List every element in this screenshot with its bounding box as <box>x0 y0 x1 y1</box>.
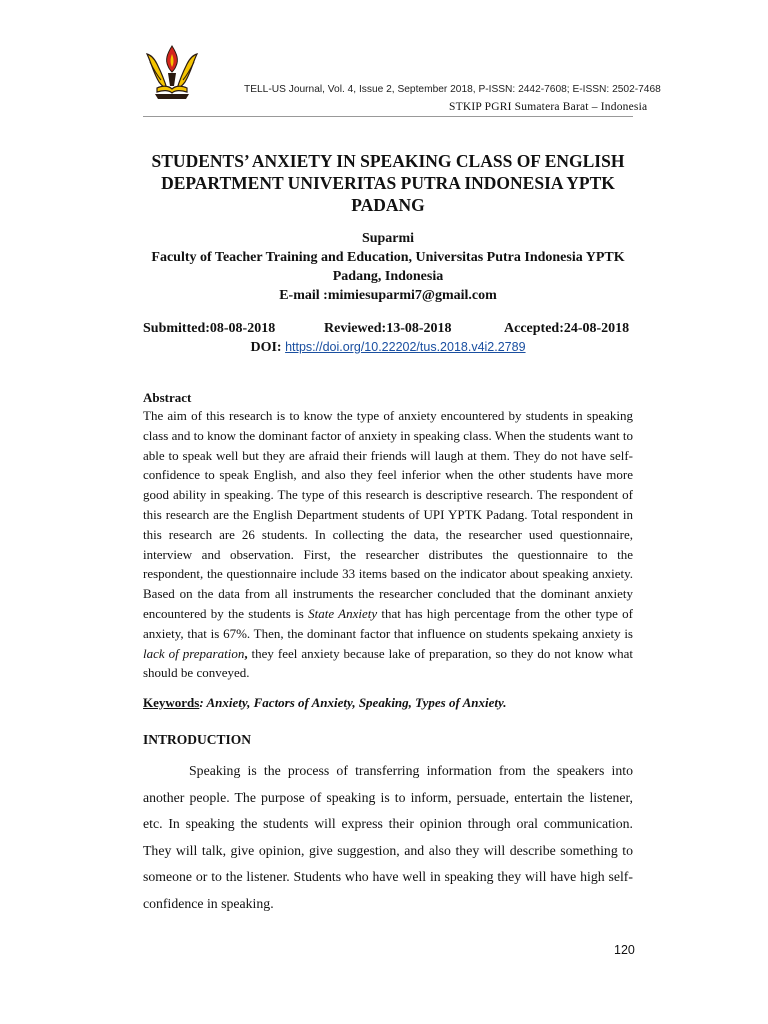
keywords-list: : Anxiety, Factors of Anxiety, Speaking, Types of Anxiety. <box>199 695 507 710</box>
abstract-part: The aim of this research is to know the type of anxiety encountered by students in speaking class and to know the dominant factor of anxiety in speaking class. When the students want to able to speak well but they are afraid their friends will laugh at them. They do not have self-confidence to speak English, and also they feel inferior when the other students have more good ability in speaking. The type of this research is descriptive research. The respondent of this research are the English Department students of UPI YPTK Padang. Total respondent in this research are 26 students. In collecting the data, the researcher used questionnaire, interview and observation. First, the researcher distributes the questionnaire to the respondent, the questionnaire include 33 items based on the indicator about speaking anxiety. Based on the data from all instruments the researcher concluded that the dominant anxiety encountered by the students is <box>143 408 633 621</box>
doi-label: DOI: <box>250 340 282 355</box>
title-line: PADANG <box>351 195 425 215</box>
doi-line <box>143 338 633 357</box>
institution-line: STKIP PGRI Sumatera Barat – Indonesia <box>449 101 648 113</box>
keywords-line <box>143 694 633 712</box>
abstract-italic-term: State Anxiety <box>308 605 378 621</box>
journal-citation-line: TELL-US Journal, Vol. 4, Issue 2, September 2018, P-ISSN: 2442-7608; E-ISSN: 2502-7468 <box>244 84 661 95</box>
abstract-part: that has high percentage from the other type of anxiety, that is 67%. Then, the dominant factor that influence on students spekaing anxiety is <box>143 605 633 641</box>
reviewed-date: Reviewed:13-08-2018 <box>324 321 452 336</box>
doi-link[interactable]: https://doi.org/10.22202/tus.2018.v4i2.2789 <box>285 340 526 354</box>
author-affiliation: Faculty of Teacher Training and Education, Universitas Putra Indonesia YPTK <box>151 250 625 265</box>
abstract-bold-comma: , <box>244 645 248 661</box>
title-line: DEPARTMENT UNIVERITAS PUTRA INDONESIA YPTK <box>161 173 615 193</box>
header-divider <box>143 116 633 117</box>
author-name: Suparmi <box>361 231 415 246</box>
abstract-text <box>143 406 633 683</box>
abstract-italic-term: lack of preparation <box>143 645 245 661</box>
author-email: E-mail :mimiesuparmi7@gmail.com <box>279 288 497 303</box>
abstract-heading: Abstract <box>143 390 192 405</box>
stkip-pgri-emblem-icon <box>143 42 201 102</box>
keywords-label: Keywords <box>143 695 200 710</box>
author-affiliation: Padang, Indonesia <box>332 269 444 284</box>
introduction-paragraph: Speaking is the process of transferring information from the speakers into another people. The purpose of speaking is to inform, persuade, entertain the listener, etc. In speaking the students will express their opinion through oral communication. They will talk, give opinion, give suggestion, and also they will describe something to someone or to the listener. Students who have well in speaking they will have high self-confidence in speaking. <box>143 763 633 911</box>
author-block <box>143 229 633 305</box>
submitted-date: Submitted:08-08-2018 <box>143 321 276 336</box>
title-line: STUDENTS’ ANXIETY IN SPEAKING CLASS OF ENGLISH <box>151 151 625 171</box>
introduction-heading: INTRODUCTION <box>143 732 252 747</box>
abstract-part: they feel anxiety because lake of preparation, so they do not know what should be conveyed. <box>143 645 633 681</box>
accepted-date: Accepted:24-08-2018 <box>504 321 630 336</box>
paper-title <box>143 150 633 216</box>
page-number: 120 <box>614 943 635 957</box>
